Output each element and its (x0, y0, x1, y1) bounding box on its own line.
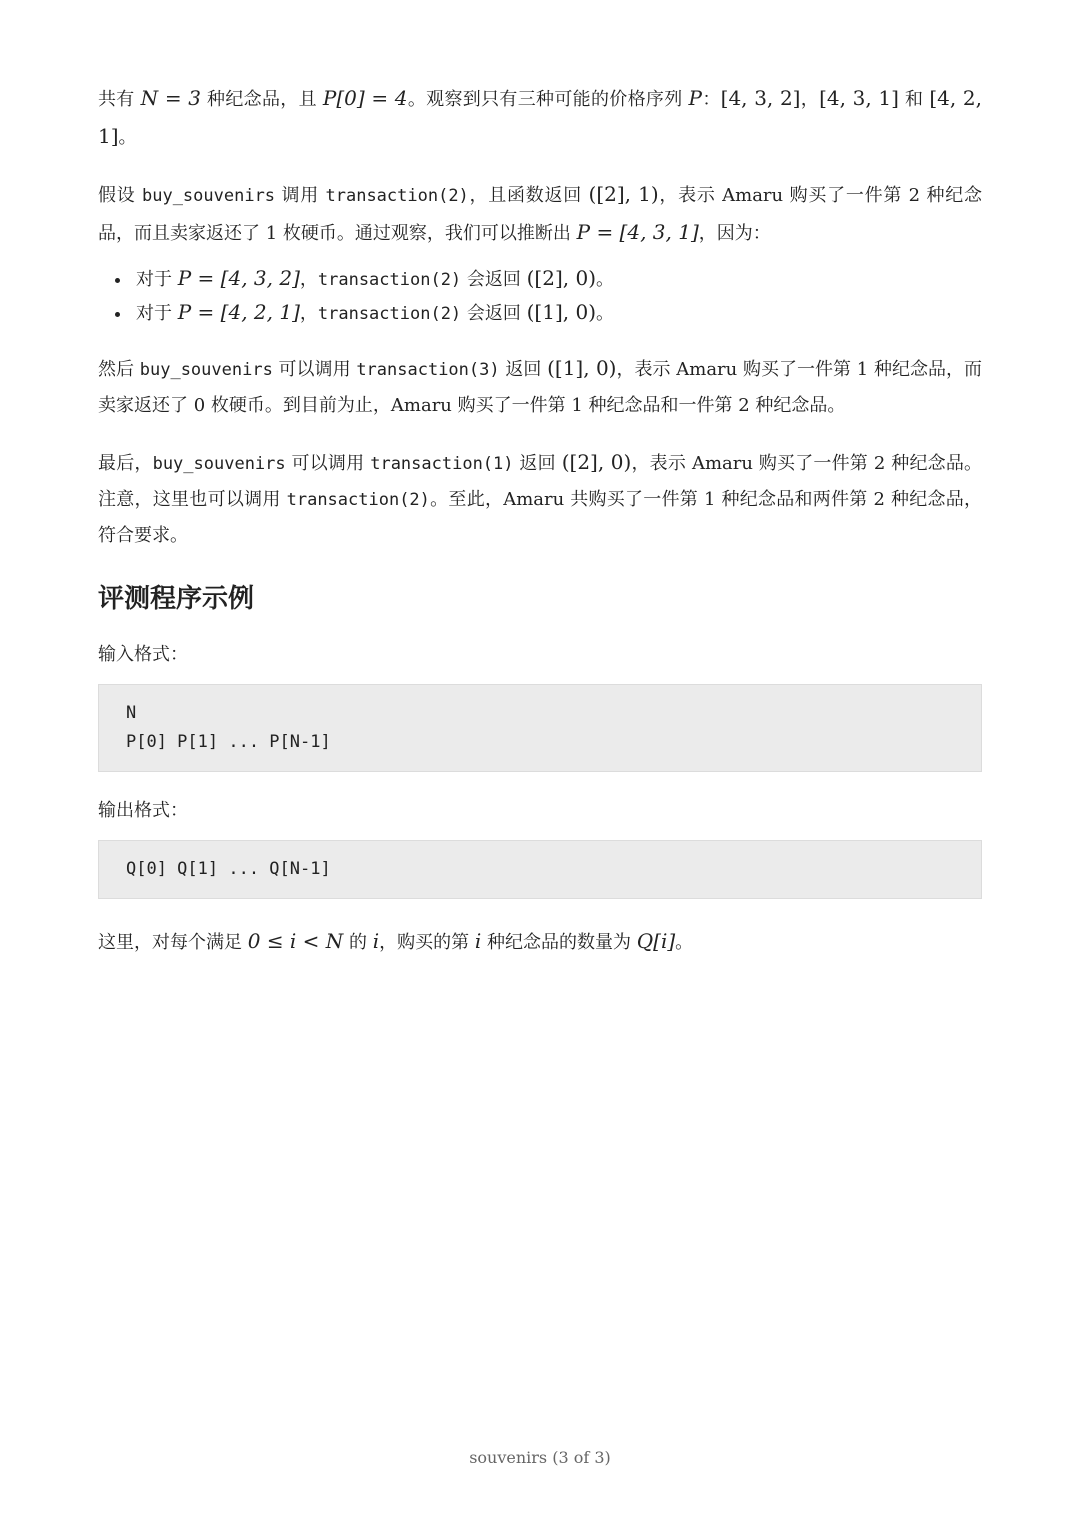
transaction-example-paragraph (98, 176, 982, 252)
text-run: 这里，对每个满足 (98, 932, 248, 953)
math-expression: P = [4, 3, 1] (576, 220, 699, 244)
text-run: 调用 (275, 185, 326, 206)
inline-code: buy_souvenirs (141, 186, 276, 206)
text-run: 共有 (98, 89, 141, 110)
text-run: ，且函数返回 (468, 185, 589, 206)
math-expression: [4, 3, 1] (819, 86, 899, 110)
output-explanation-paragraph (98, 923, 982, 961)
math-expression: [4, 3, 2] (720, 86, 801, 110)
content-area (98, 80, 982, 981)
input-format-code-block: N P[0] P[1] ... P[N-1] (98, 684, 982, 772)
second-transaction-paragraph (98, 350, 982, 424)
output-format-code-block: Q[0] Q[1] ... Q[N-1] (98, 840, 982, 899)
text-run: ： (702, 89, 721, 110)
text-run: 和 (898, 89, 930, 110)
text-run: 会返回 (461, 269, 527, 290)
math-expression: [4, 2, 1] (98, 86, 982, 148)
text-run: ，因为： (698, 223, 771, 244)
list-item (132, 262, 982, 296)
inline-code: transaction(2) (325, 186, 469, 206)
text-run: 对于 (136, 303, 178, 324)
text-run: ， (299, 269, 318, 290)
inline-code: buy_souvenirs (152, 454, 286, 474)
input-format-label: 输入格式： (98, 644, 188, 665)
intro-paragraph (98, 80, 982, 156)
text-run: 。观察到只有三种可能的价格序列 (407, 89, 689, 110)
text-run: 。 (596, 269, 614, 290)
output-format-label: 输出格式： (98, 800, 188, 821)
inline-code: buy_souvenirs (139, 360, 273, 380)
inline-code: transaction(3) (356, 360, 500, 380)
inline-code: transaction(2) (317, 304, 462, 324)
math-expression: i (474, 929, 482, 953)
text-run: 假设 (98, 185, 142, 206)
math-expression: ([2], 1) (588, 182, 659, 206)
text-run: 对于 (136, 269, 178, 290)
inline-code: transaction(2) (317, 270, 462, 290)
math-expression: P = [4, 2, 1] (177, 300, 300, 324)
final-transaction-paragraph (98, 444, 982, 554)
math-expression: ([1], 0) (526, 300, 596, 324)
text-run: 。 (596, 303, 614, 324)
math-expression: N = 3 (140, 86, 201, 110)
text-run: 。 (675, 932, 694, 953)
bullet-list (98, 262, 982, 330)
math-expression: i (372, 929, 380, 953)
list-item (132, 296, 982, 330)
text-run: ， (299, 303, 318, 324)
text-run: ，表示 Amaru 购买了一件第 1 种纪念品，而卖家返还了 0 枚硬币。到目前为止，Amaru 购买了一件第 1 种纪念品和一件第 2 种纪念品。 (98, 359, 982, 416)
text-run: 种纪念品，且 (200, 89, 323, 110)
math-expression: P (688, 86, 703, 110)
inline-code: transaction(1) (370, 454, 514, 474)
math-expression: P = [4, 3, 2] (177, 266, 300, 290)
math-expression: P[0] = 4 (322, 86, 408, 110)
text-run: 可以调用 (285, 453, 371, 474)
math-expression: ([2], 0) (561, 450, 632, 474)
math-expression: ([1], 0) (547, 356, 617, 380)
section-heading: 评测程序示例 (98, 584, 255, 614)
text-run: 返回 (499, 359, 548, 380)
math-expression: 0 ≤ i < N (247, 929, 344, 953)
text-run: 可以调用 (272, 359, 357, 380)
text-run: 的 (343, 932, 373, 953)
text-run: ，购买的第 (379, 932, 475, 953)
text-run: 返回 (513, 453, 562, 474)
page-footer: souvenirs (3 of 3) (469, 1448, 611, 1467)
math-expression: Q[i] (636, 929, 676, 953)
text-run: ， (800, 89, 820, 110)
text-run: ，表示 Amaru 购买了一件第 2 种纪念品。注意，这里也可以调用 (98, 453, 983, 510)
text-run: 种纪念品的数量为 (481, 932, 637, 953)
text-run: 然后 (98, 359, 140, 380)
text-run: 。至此，Amaru 共购买了一件第 1 种纪念品和两件第 2 种纪念品，符合要求。 (98, 489, 982, 546)
text-run: 最后， (98, 453, 153, 474)
text-run: ，表示 Amaru 购买了一件第 2 种纪念品，而且卖家返还了 1 枚硬币。通过观察，我们可以推断出 (98, 185, 982, 244)
math-expression: ([2], 0) (526, 266, 596, 290)
inline-code: transaction(2) (286, 490, 430, 510)
text-run: 。 (118, 127, 137, 148)
text-run: 会返回 (461, 303, 527, 324)
